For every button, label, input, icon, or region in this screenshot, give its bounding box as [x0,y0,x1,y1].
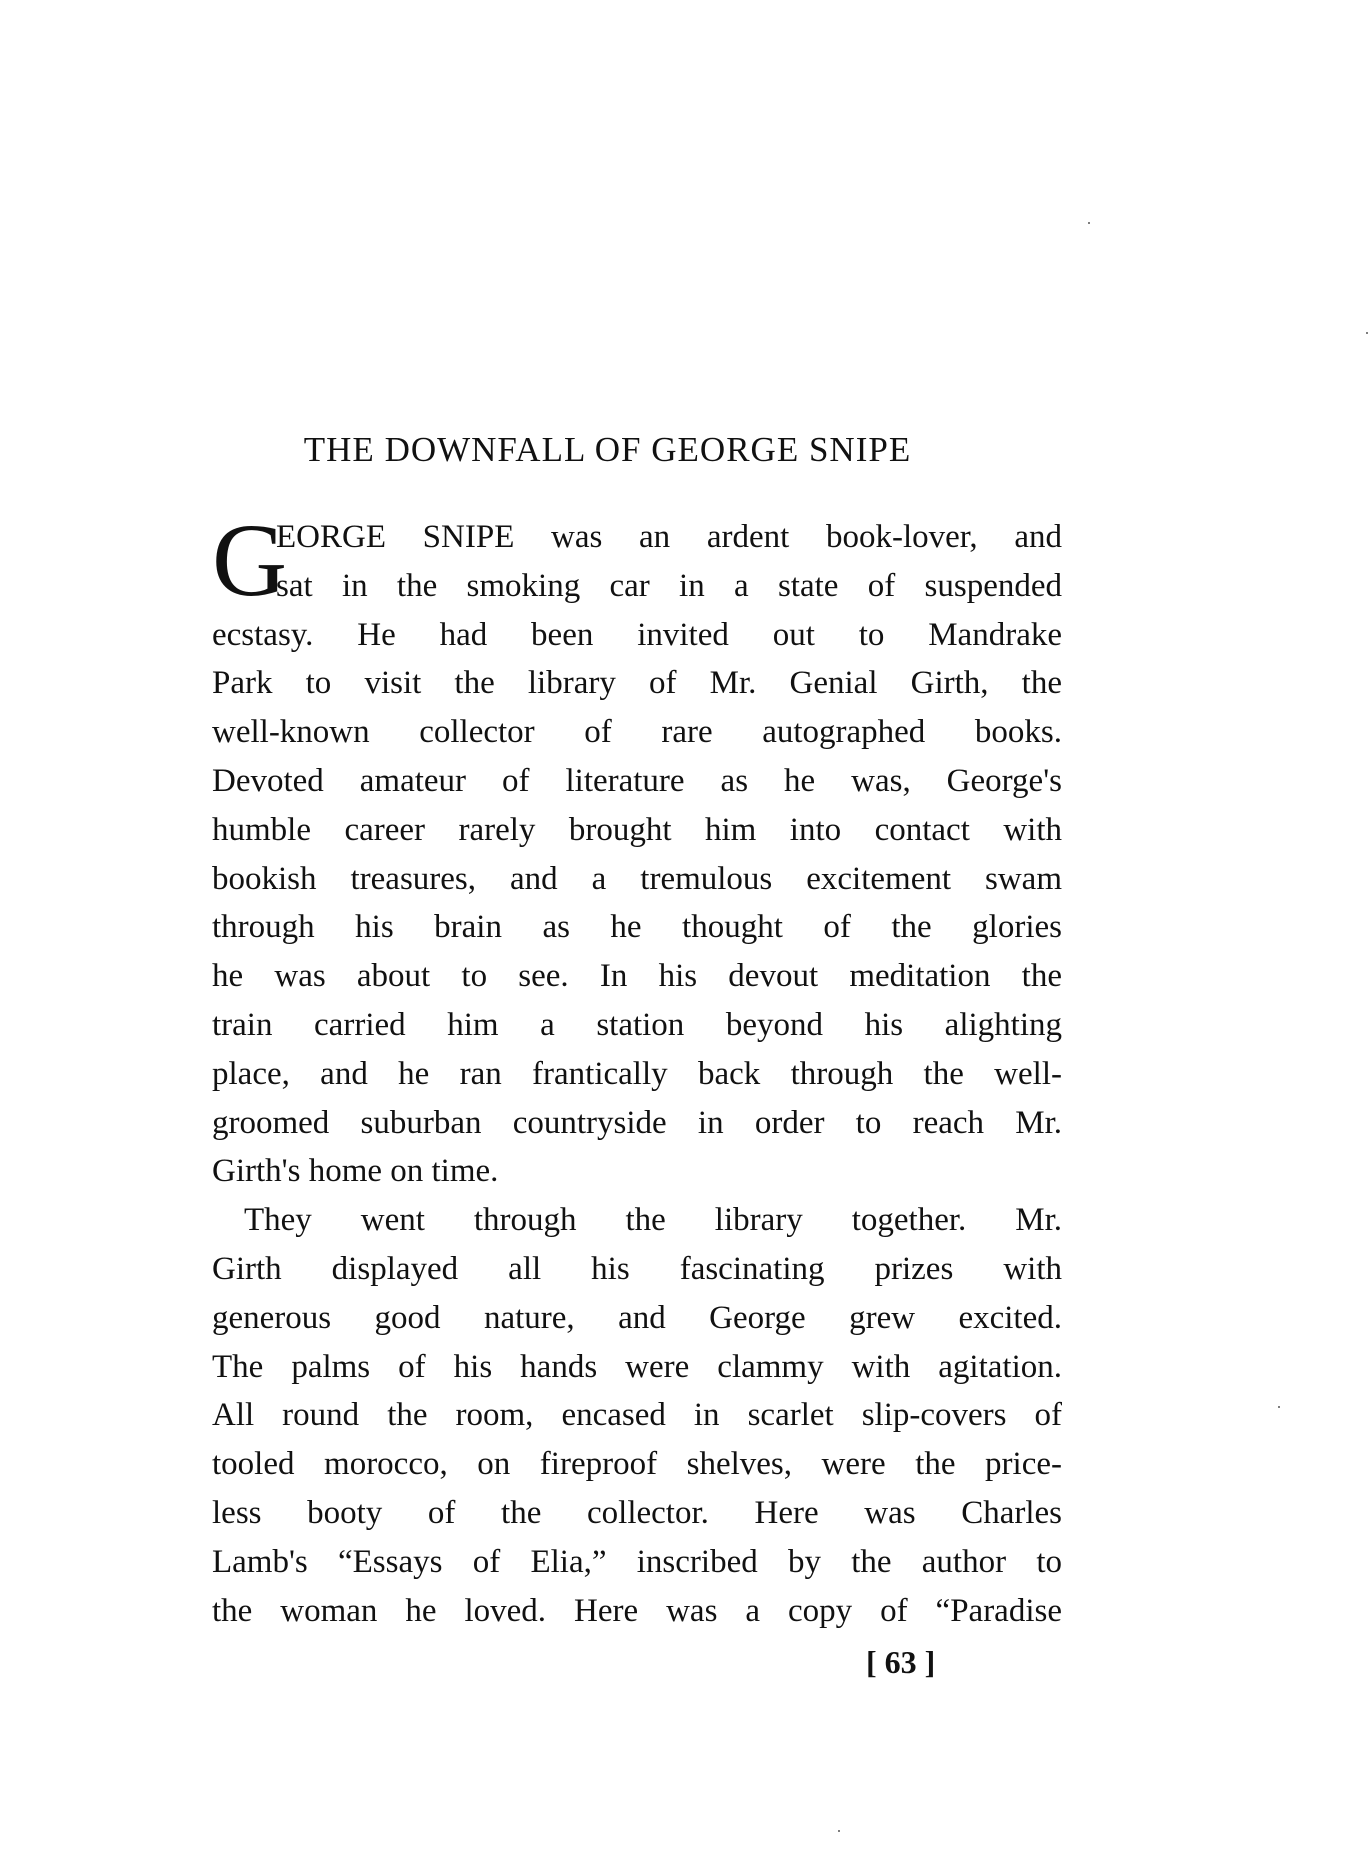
text-line: place, and he ran frantically back through the well- [212,1055,1062,1092]
text-line: Girth's home on time. [212,1153,499,1190]
text-line: They went through the library together. Mr. [244,1202,1062,1239]
page-number: [ 63 ] [866,1644,936,1680]
text-line: well-known collector of rare autographed books. [212,714,1062,751]
text-line: The palms of his hands were clammy with agitation. [212,1348,1062,1385]
chapter-title: THE DOWNFALL OF GEORGE SNIPE [303,430,912,469]
text-line: groomed suburban countryside in order to reach Mr. [212,1104,1062,1141]
text-line: humble career rarely brought him into contact with [212,811,1062,848]
text-line: Lamb's “Essays of Elia,” inscribed by the author to [212,1543,1062,1580]
text-line: generous good nature, and George grew excited. [212,1299,1062,1336]
text-line: he was about to see. In his devout meditation the [212,958,1062,995]
text-line: EORGE SNIPE was an ardent book-lover, and [276,519,1062,555]
text-line: Park to visit the library of Mr. Genial Girth, the [212,665,1062,702]
scan-speck [1088,222,1090,224]
drop-cap: G [212,503,288,618]
scan-speck [838,1830,840,1832]
text-line: less booty of the collector. Here was Charles [212,1494,1062,1531]
text-line: Girth displayed all his fascinating prizes with [212,1250,1062,1287]
text-line: ecstasy. He had been invited out to Mandrake [212,616,1062,653]
text-line: the woman he loved. Here was a copy of “Paradise [212,1592,1062,1629]
scan-speck [1278,1406,1280,1408]
body-text [212,503,1062,1635]
scan-speck [1366,332,1368,334]
paragraph-2 [212,1196,1062,1635]
text-line: bookish treasures, and a tremulous excitement swam [212,860,1062,897]
text-line: Devoted amateur of literature as he was, George's [212,762,1062,799]
text-line: tooled morocco, on fireproof shelves, were the price- [212,1446,1062,1483]
text-line: All round the room, encased in scarlet slip-covers of [212,1397,1062,1434]
text-line: through his brain as he thought of the glories [212,909,1062,946]
text-line: sat in the smoking car in a state of suspended [276,567,1062,604]
text-line: train carried him a station beyond his alighting [212,1006,1062,1043]
paragraph-1 [212,503,1062,1196]
